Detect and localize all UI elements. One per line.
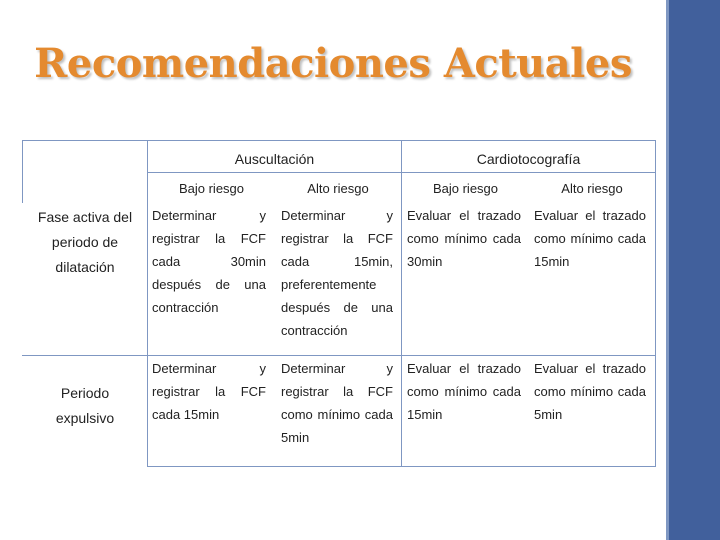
table-cell: Evaluar el trazado como mínimo cada 30min: [407, 208, 521, 269]
row-label-periodo-expulsivo: Periodo expulsivo: [55, 385, 115, 426]
decorative-side-bar: [666, 0, 720, 540]
table-cell: Evaluar el trazado como mínimo cada 15min: [407, 361, 521, 422]
decorative-side-stripe: [666, 0, 669, 540]
table-cell: Evaluar el trazado como mínimo cada 5min: [534, 361, 646, 422]
subheader-bajo-riesgo: Bajo riesgo: [178, 181, 245, 196]
row-label-fase-activa: Fase activa del periodo de dilatación: [37, 209, 133, 275]
table-cell: Evaluar el trazado como mínimo cada 15min: [534, 208, 646, 269]
table-bottom-border: [147, 466, 656, 467]
slide-title: Recomendaciones Actuales: [34, 40, 632, 87]
table-left-border: [22, 140, 23, 203]
table-cell: Determinar y registrar la FCF cada 15min, preferentemente después de una contracción: [281, 208, 393, 338]
table-row-divider: [22, 355, 656, 356]
group-header-cardiotocografia: Cardiotocografía: [476, 151, 581, 167]
table-right-border: [655, 140, 656, 466]
subheader-alto-riesgo: Alto riesgo: [307, 181, 369, 196]
subheader-bajo-riesgo: Bajo riesgo: [432, 181, 499, 196]
table-cell: Determinar y registrar la FCF cada 30min después de una contracción: [152, 208, 266, 315]
group-header-auscultacion: Auscultación: [234, 151, 315, 167]
subheader-alto-riesgo: Alto riesgo: [561, 181, 623, 196]
table-top-border: [22, 140, 656, 141]
table-cell: Determinar y registrar la FCF cada 15min: [152, 361, 266, 422]
table-cell: Determinar y registrar la FCF como mínimo cada 5min: [281, 361, 393, 445]
